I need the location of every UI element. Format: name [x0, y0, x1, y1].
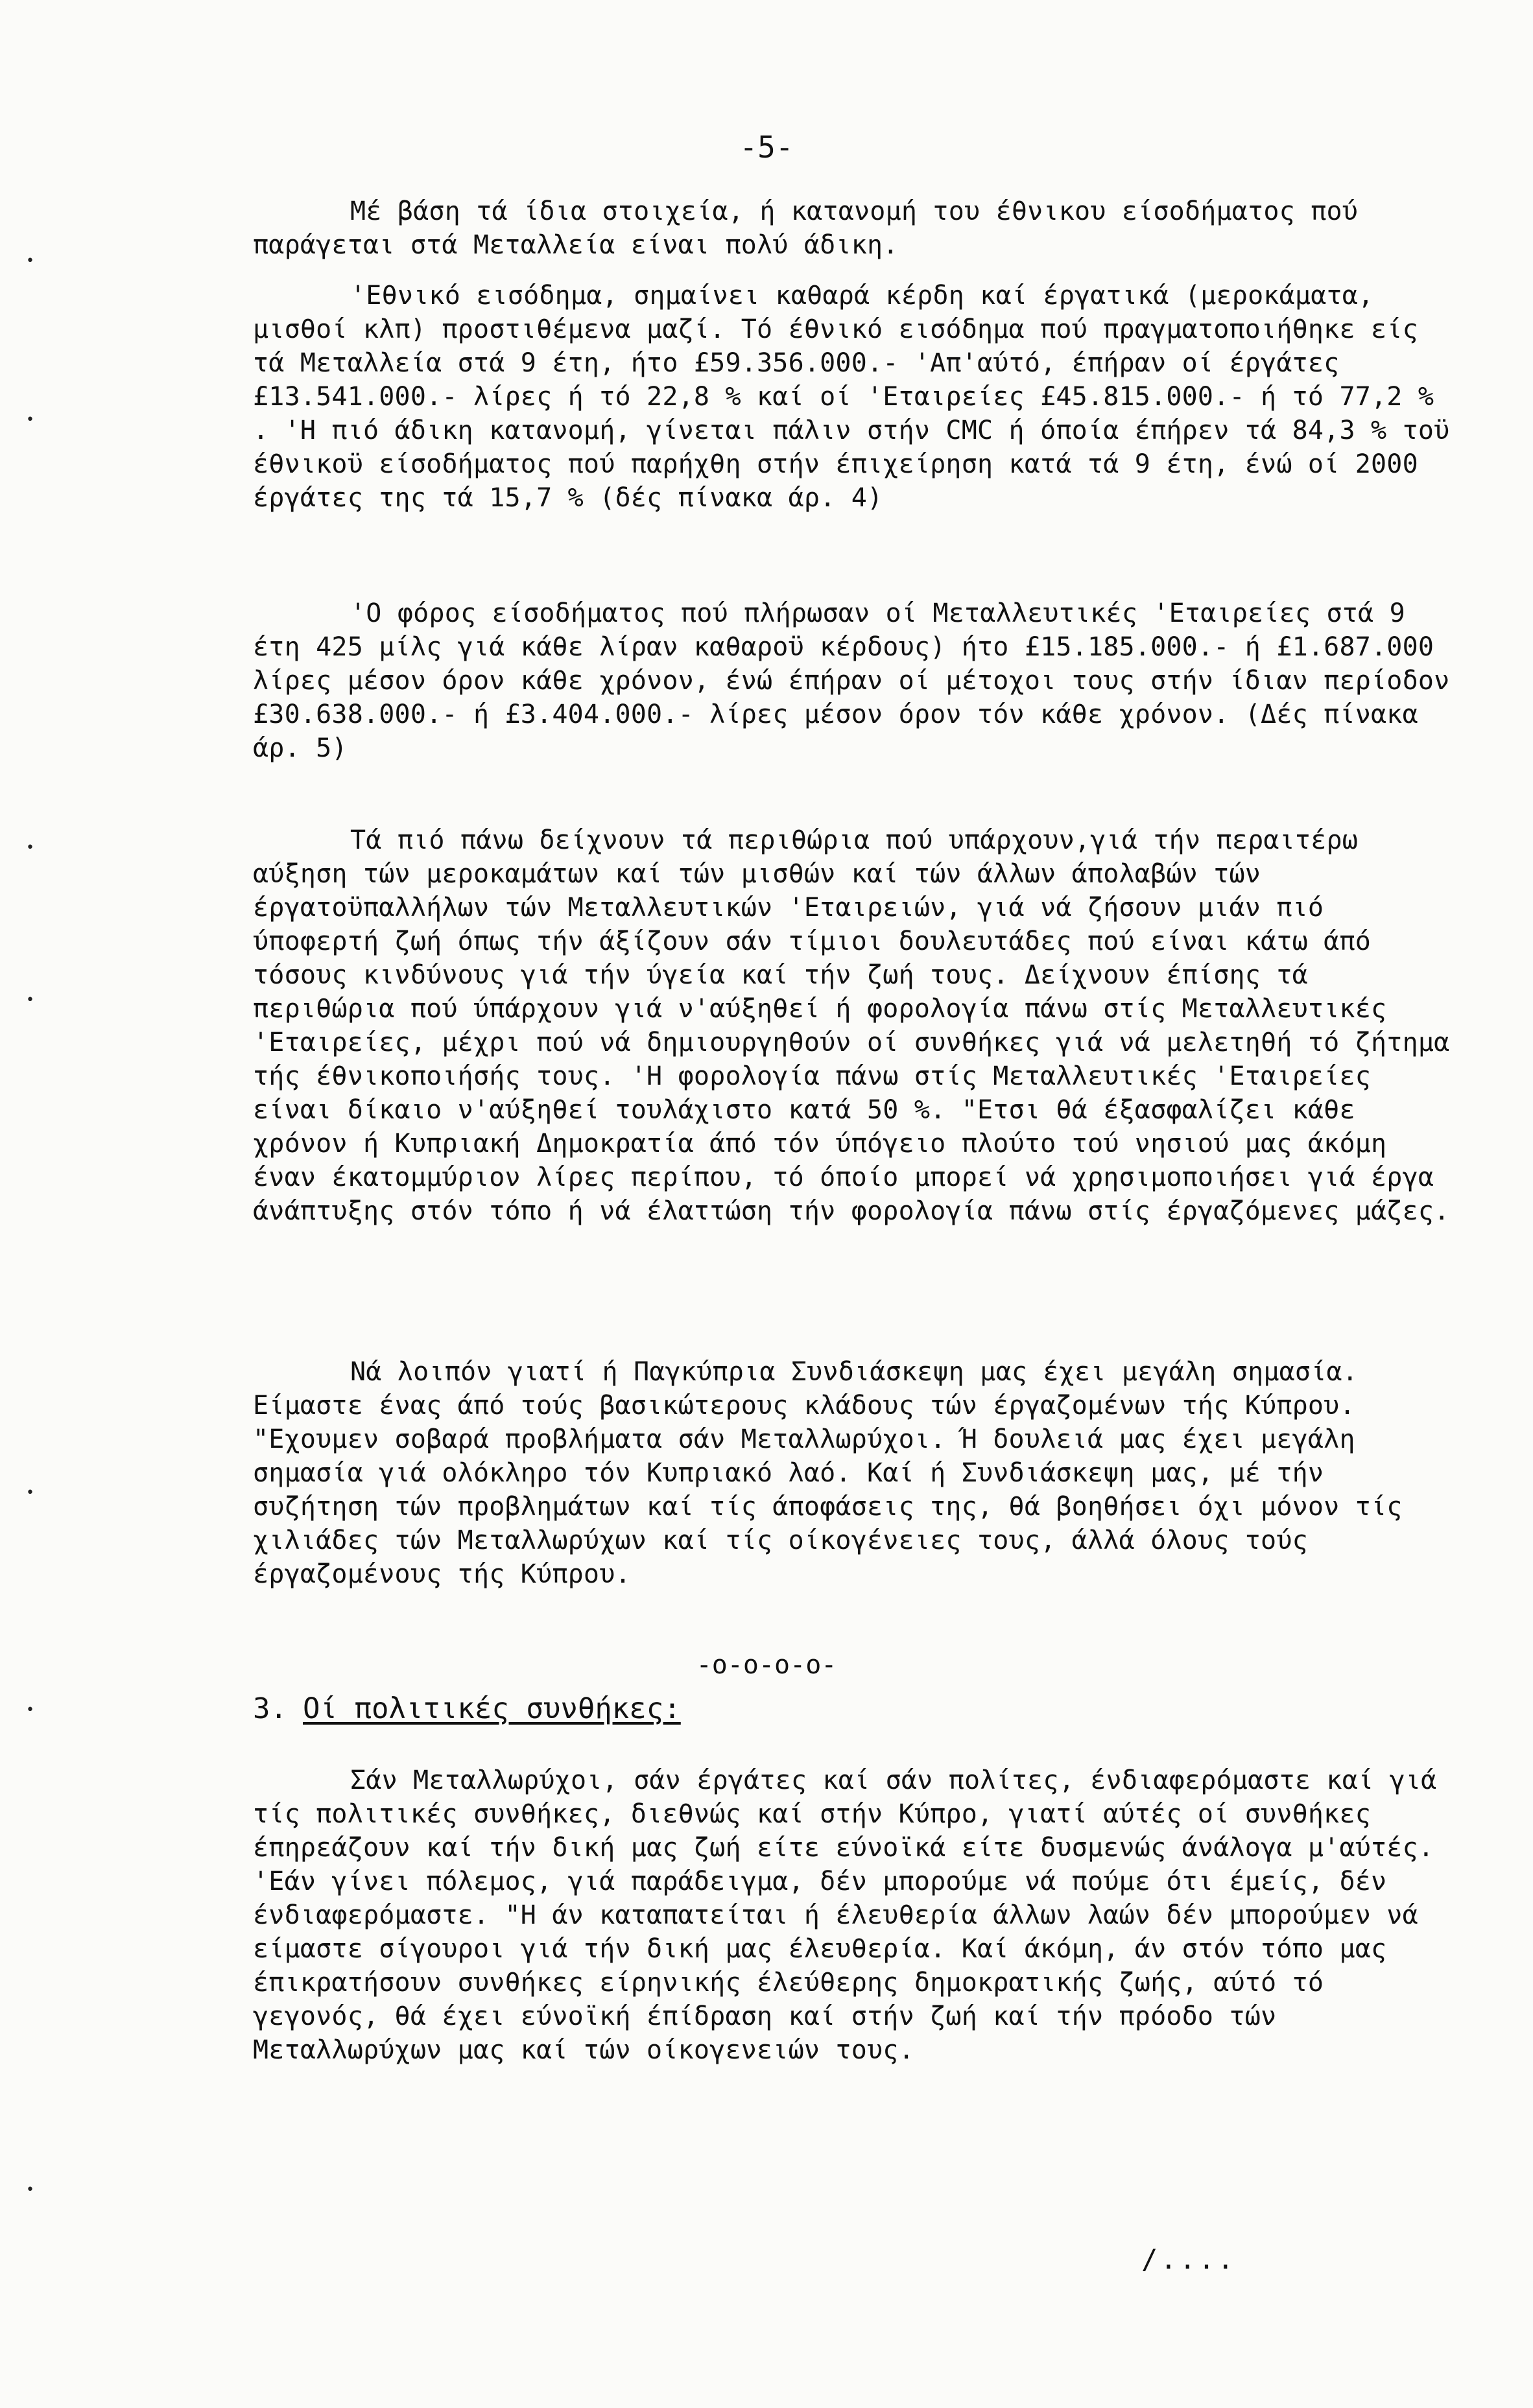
- paragraph-income-tax: [253, 596, 1466, 765]
- binder-hole-mark: •: [26, 992, 34, 1008]
- binder-hole-mark: •: [26, 1702, 34, 1718]
- section-heading: [253, 1692, 681, 1725]
- page-number: -5-: [739, 130, 794, 165]
- paragraph-margins: [253, 823, 1466, 1228]
- paragraph-text: Νά λοιπόν γιατί ή Παγκύπρια Συνδιάσκεψη μας έχει μεγάλη σημασία. Είμαστε ένας άπό τούς βασικώτερους κλάδους τών έργαζομένων τής Κύπρου. "Εχουμεν σοβαρά προβλήματα σάν Μεταλλωρύχοι. Ή δουλειά μας έχει μεγάλη σημασία γιά ολόκληρο τόν Κυπριακό λαό. Καί ή Συνδιάσκεψη μας, μέ τήν συζήτηση τών προβλημάτων καί τίς άποφάσεις της, θά βοηθήσει όχι μόνον τίς χιλιάδες τών Μεταλλωρύχων καί τίς οίκογένειες τους, άλλά όλους τούς έργαζομένους τής Κύπρου.: [253, 1357, 1418, 1589]
- paragraph-text: 'Εθνικό εισόδημα, σημαίνει καθαρά κέρδη καί έργατικά (μεροκάματα, μισθοί κλπ) προστιθέμενα μαζί. Τό έθνικό εισόδημα πού πραγματοποιήθηκε είς τά Μεταλλεία στά 9 έτη, ήτο £59.356.000.- 'Απ'αύτό, έπήραν οί έργάτες £13.541.000.- λίρες ή τό 22,8 % καί οί 'Εταιρείες £45.815.000.- ή τό 77,2 % . 'Η πιό άδικη κατανομή, γίνεται πάλιν στήν CMC ή όποία έπήρεν τά 84,3 % τοϋ έθνικοϋ είσοδήματος πού παρήχθη στήν έπιχείρηση κατά τά 9 έτη, ένώ οί 2000 έργάτες της τά 15,7 % (δές πίνακα άρ. 4): [253, 281, 1466, 513]
- paragraph-text: Μέ βάση τά ίδια στοιχεία, ή κατανομή του έθνικου είσοδήματος πού παράγεται στά Μεταλλεία είναι πολύ άδικη.: [253, 196, 1374, 260]
- section-separator: -ο-ο-ο-ο-: [696, 1650, 837, 1680]
- binder-hole-mark: •: [26, 840, 34, 856]
- paragraph-text: Τά πιό πάνω δείχνουν τά περιθώρια πού υπάρχουν,γιά τήν περαιτέρω αύξηση τών μεροκαμάτων καί τών μισθών καί τών άλλων άπολαβών τών έργατοϋπαλλήλων τών Μεταλλευτικών 'Εταιρειών, γιά νά ζήσουν μιάν πιό ύποφερτή ζωή όπως τήν άξίζουν σάν τίμιοι δουλευτάδες πού είναι κάτω άπό τόσους κινδύνους γιά τήν ύγεία καί τήν ζωή τους. Δείχνουν έπίσης τά περιθώρια πού ύπάρχουν γιά ν'αύξηθεί ή φορολογία πάνω στίς Μεταλλευτικές 'Εταιρείες, μέχρι πού νά δημιουργηθούν οί συνθήκες γιά νά μελετηθή τό ζήτημα τής έθνικοποιήσής τους. 'Η φορολογία πάνω στίς Μεταλλευτικές 'Εταιρείες είναι δίκαιο ν'αύξηθεί τουλάχιστο κατά 50 %. "Ετσι θά έξασφαλίζει κάθε χρόνον ή Κυπριακή Δημοκρατία άπό τόν ύπόγειο πλούτο τού νησιού μας άκόμη έναν έκατομμύριον λίρες περίπου, τό όποίο μπορεί νά χρησιμοποιήσει γιά έργα άνάπτυξης στόν τόπο ή νά έλαττώση τήν φορολογία πάνω στίς έργαζόμενες μάζες.: [253, 825, 1466, 1226]
- paragraph-text: Σάν Μεταλλωρύχοι, σάν έργάτες καί σάν πολίτες, ένδιαφερόμαστε καί γιά τίς πολιτικές συνθήκες, διεθνώς καί στήν Κύπρο, γιατί αύτές οί συνθήκες έπηρεάζουν καί τήν δική μας ζωή είτε εύνοϊκά είτε δυσμενώς άνάλογα μ'αύτές. 'Εάν γίνει πόλεμος, γιά παράδειγμα, δέν μπορούμε νά πούμε ότι έμείς, δέν ένδιαφερόμαστε. "Η άν καταπατείται ή έλευθερία άλλων λαών δέν μπορούμεν νά είμαστε σίγουροι γιά τήν δική μας έλευθερία. Καί άκόμη, άν στόν τόπο μας έπικρατήσουν συνθήκες είρηνικής έλεύθερης δημοκρατικής ζωής, αύτό τό γεγονός, θά έχει εύνοϊκή έπίδραση καί στήν ζωή καί τήν πρόοδο τών Μεταλλωρύχων μας καί τών οίκογενειών τους.: [253, 1765, 1453, 2065]
- paragraph-income-distribution: [253, 195, 1453, 262]
- paragraph-conference: [253, 1355, 1453, 1591]
- section-number: 3.: [253, 1692, 287, 1725]
- paragraph-text: 'Ο φόρος είσοδήματος πού πλήρωσαν οί Μεταλλευτικές 'Εταιρείες στά 9 έτη 425 μίλς γιά κάθε λίραν καθαροϋ κέρδους) ήτο £15.185.000.- ή £1.687.000 λίρες μέσον όρον κάθε χρόνον, ένώ έπήραν οί μέτοχοι τους στήν ίδιαν περίοδον £30.638.000.- ή £3.404.000.- λίρες μέσον όρον τόν κάθε χρόνον. (Δές πίνακα άρ. 5): [253, 598, 1466, 763]
- paragraph-political-conditions: [253, 1764, 1453, 2067]
- binder-hole-mark: •: [26, 1485, 34, 1501]
- binder-hole-mark: •: [26, 412, 34, 428]
- binder-hole-mark: •: [26, 253, 34, 269]
- continuation-mark: /....: [1141, 2243, 1237, 2275]
- binder-hole-mark: •: [26, 2182, 34, 2198]
- paragraph-national-income: [253, 279, 1466, 515]
- section-title: Οί πολιτικές συνθήκες:: [302, 1692, 681, 1725]
